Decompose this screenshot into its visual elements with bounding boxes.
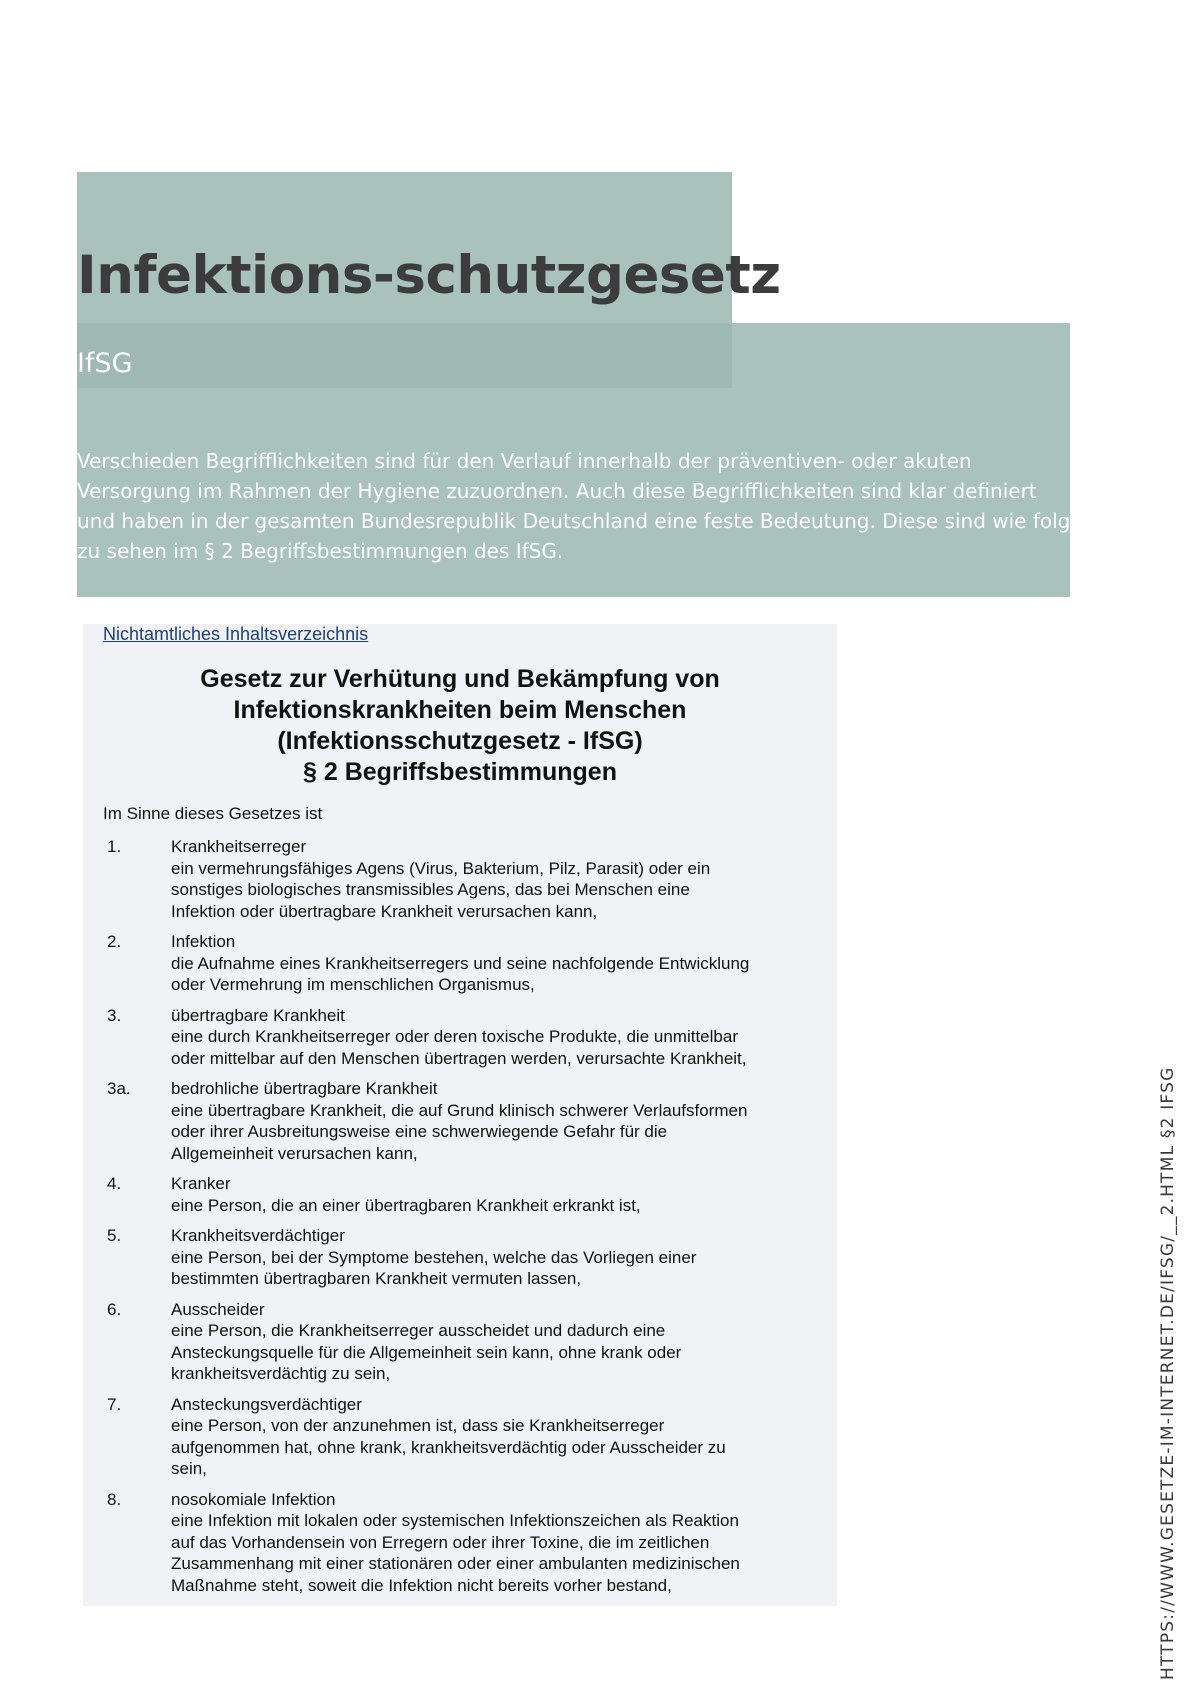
definition-body (171, 1394, 823, 1480)
law-title-line: § 2 Begriffsbestimmungen (303, 758, 617, 786)
definition-line: eine Person, die an einer übertragbaren Krankheit erkrankt ist, (171, 1195, 641, 1215)
definition-term: Krankheitsverdächtiger (171, 1226, 345, 1245)
page-subtitle: IfSG (77, 348, 133, 379)
intro-line: Versorgung im Rahmen der Hygiene zuzuordnen. Auch diese Begrifflichkeiten sind klar definiert (77, 479, 1037, 503)
definition-line: oder mittelbar auf den Menschen übertragen werden, verursachte Krankheit, (171, 1048, 747, 1068)
definition-body (171, 1489, 823, 1597)
definition-item (103, 1299, 823, 1385)
definition-number: 8. (107, 1489, 122, 1509)
header-band-overlap (77, 323, 732, 388)
intro-line: zu sehen im § 2 Begriffsbestimmungen des IfSG. (77, 539, 564, 563)
definition-line: krankheitsverdächtig zu sein, (171, 1364, 391, 1383)
definition-body (171, 1173, 823, 1216)
definition-number: 4. (107, 1174, 122, 1193)
definition-body (171, 931, 823, 996)
intro-line: und haben in der gesamten Bundesrepublik Deutschland eine feste Bedeutung. Diese sind wie folgt (77, 509, 1079, 533)
definition-body (171, 1005, 823, 1070)
definition-line: bestimmten übertragbaren Krankheit vermuten lassen, (171, 1269, 582, 1288)
definition-line: Ansteckungsquelle für die Allgemeinheit sein kann, ohne krank oder (171, 1342, 682, 1362)
definition-line: Allgemeinheit verursachen kann, (171, 1143, 418, 1163)
definition-number: 3. (107, 1005, 122, 1025)
definition-body (171, 1299, 823, 1385)
definition-line: eine durch Krankheitserreger oder deren toxische Produkte, die unmittelbar (171, 1027, 738, 1046)
source-url-caption: HTTPS://WWW.GESETZE-IM-INTERNET.DE/IFSG/__2.HTML §2 IFSG (1158, 1066, 1178, 1680)
definition-term: Ansteckungsverdächtiger (171, 1394, 362, 1414)
law-title-line: Gesetz zur Verhütung und Bekämpfung von (200, 665, 720, 693)
definition-body (171, 1078, 823, 1164)
definition-item (103, 1078, 823, 1164)
definition-line: sein, (171, 1459, 207, 1478)
definition-number: 3a. (107, 1079, 131, 1098)
page-title: Infektions-schutzgesetz (77, 245, 781, 306)
definition-line: eine übertragbare Krankheit, die auf Grund klinisch schwerer Verlaufsformen (171, 1100, 748, 1120)
definition-line: eine Person, von der anzunehmen ist, dass sie Krankheitserreger (171, 1416, 665, 1435)
law-excerpt-screenshot (83, 624, 837, 1606)
definition-item (103, 1005, 823, 1070)
definition-term: Krankheitserreger (171, 837, 307, 856)
definition-line: Zusammenhang mit einer stationären oder einer ambulanten medizinischen (171, 1554, 740, 1573)
definition-line: die Aufnahme eines Krankheitserregers und seine nachfolgende Entwicklung (171, 953, 750, 973)
definition-term: übertragbare Krankheit (171, 1005, 345, 1025)
definition-line: eine Person, bei der Symptome bestehen, welche das Vorliegen einer (171, 1247, 697, 1267)
definition-term: Ausscheider (171, 1299, 265, 1319)
definition-line: Infektion oder übertragbare Krankheit verursachen kann, (171, 901, 598, 921)
definition-term: Infektion (171, 932, 236, 951)
definition-line: eine Person, die Krankheitserreger ausscheidet und dadurch eine (171, 1321, 666, 1340)
definition-term: bedrohliche übertragbare Krankheit (171, 1079, 438, 1098)
definition-line: oder Vermehrung im menschlichen Organismus, (171, 975, 535, 994)
law-title-line: Infektionskrankheiten beim Menschen (233, 696, 687, 724)
definition-item (103, 1225, 823, 1290)
intro-paragraph (77, 446, 1079, 566)
definition-line: ein vermehrungsfähiges Agens (Virus, Bakterium, Pilz, Parasit) oder ein (171, 858, 711, 878)
definition-body (171, 836, 823, 922)
definition-item (103, 836, 823, 922)
definition-item (103, 1394, 823, 1480)
definition-line: eine Infektion mit lokalen oder systemischen Infektionszeichen als Reaktion (171, 1511, 739, 1530)
definition-line: sonstiges biologisches transmissibles Agens, das bei Menschen eine (171, 880, 690, 899)
definition-line: auf das Vorhandensein von Erregern oder ihrer Toxine, die im zeitlichen (171, 1532, 710, 1552)
definition-item (103, 931, 823, 996)
definition-item (103, 1489, 823, 1597)
law-title-line: (Infektionsschutzgesetz - IfSG) (277, 727, 643, 755)
definition-item (103, 1173, 823, 1216)
law-title (83, 664, 837, 788)
law-lead-text: Im Sinne dieses Gesetzes ist (103, 804, 323, 823)
definition-term: Kranker (171, 1174, 231, 1193)
toc-link[interactable]: Nichtamtliches Inhaltsverzeichnis (103, 624, 369, 644)
definition-number: 2. (107, 932, 122, 951)
definition-line: oder ihrer Ausbreitungsweise eine schwerwiegende Gefahr für die (171, 1122, 668, 1141)
definition-number: 1. (107, 837, 122, 856)
definition-body (171, 1225, 823, 1290)
definition-number: 5. (107, 1226, 122, 1245)
definition-term: nosokomiale Infektion (171, 1489, 336, 1509)
definition-number: 7. (107, 1394, 122, 1414)
definition-line: aufgenommen hat, ohne krank, krankheitsverdächtig oder Ausscheider zu (171, 1437, 726, 1457)
definition-line: Maßnahme steht, soweit die Infektion nicht bereits vorher bestand, (171, 1575, 672, 1595)
definition-list (103, 836, 823, 1605)
definition-number: 6. (107, 1299, 122, 1319)
intro-line: Verschieden Begrifflichkeiten sind für den Verlauf innerhalb der präventiven- oder akuten (77, 449, 972, 473)
